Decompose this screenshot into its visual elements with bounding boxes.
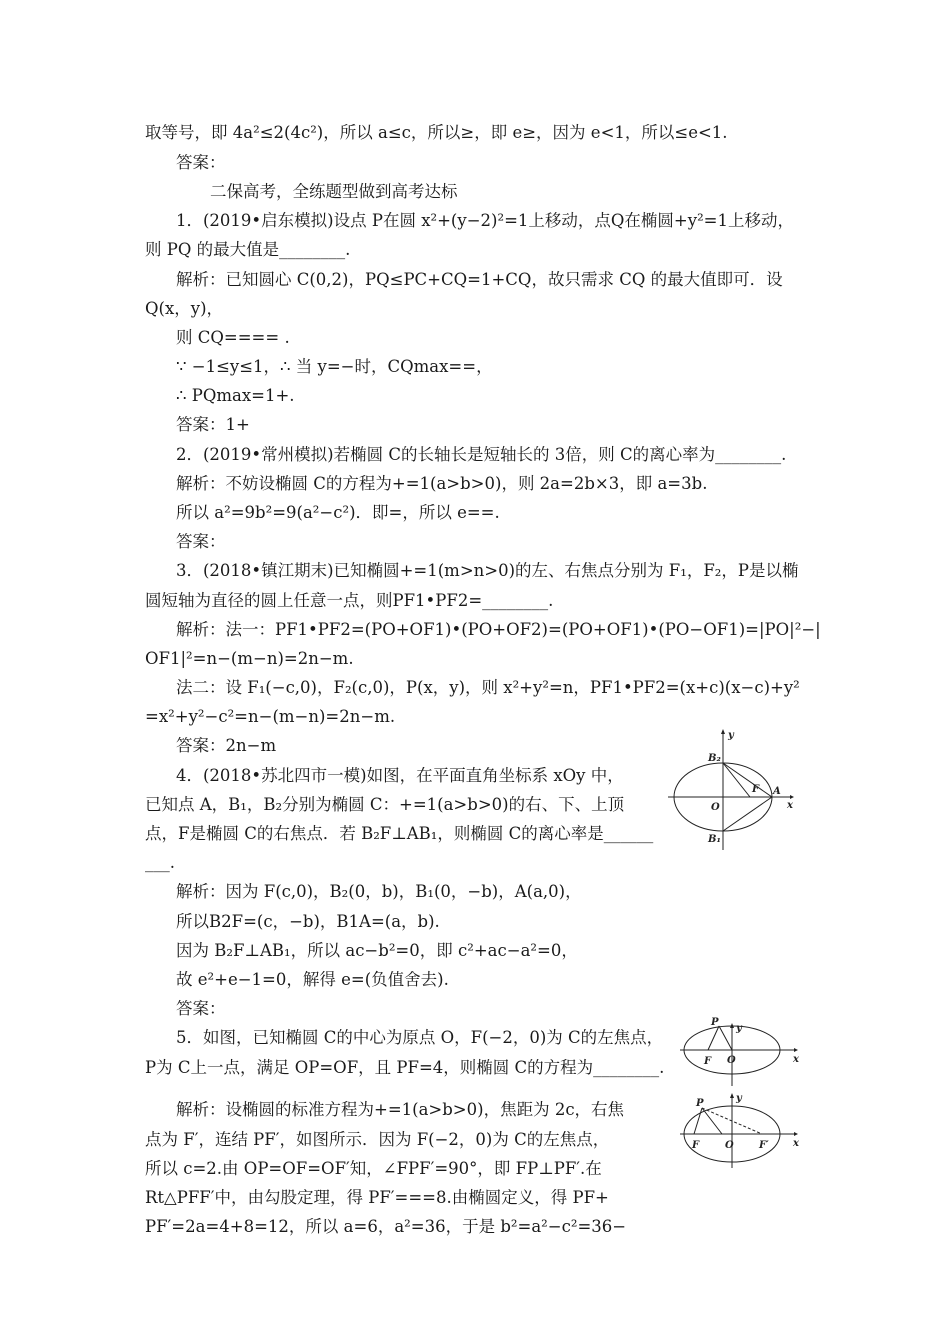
solution-line: 法二：设 F₁(−c,0)，F₂(c,0)，P(x，y)，则 x²+y²=n，PF1•PF2=(x+c)(x−c)+y² [176,678,800,697]
answer-line: 答案：2n−m [176,736,277,755]
section-heading: 二保高考，全练题型做到高考达标 [210,182,458,201]
solution-line: 所以 a²=9b²=9(a²−c²)．即=，所以 e==. [176,503,500,522]
fig2-label-o: O [727,1055,736,1066]
fig3-label-fprime: F′ [759,1140,769,1151]
fig2-label-y: y [736,1023,742,1034]
solution-line: 解析：设椭圆的标准方程为+=1(a>b>0)，焦距为 2c，右焦 [176,1100,625,1119]
solution-line: ∵ −1≤y≤1，∴ 当 y=−时，CQmax==， [176,357,493,376]
problem-4-line: ___. [145,853,175,872]
figure-ellipse-problem-4 [668,728,798,854]
solution-line: 故 e²+e−1=0，解得 e=(负值舍去). [176,970,449,989]
solution-line: ∴ PQmax=1+. [176,386,295,405]
solution-line: 则 CQ==== . [176,328,290,347]
solution-line: 因为 B₂F⊥AB₁，所以 ac−b²=0，即 c²+ac−a²=0， [176,941,578,960]
figure-ellipse-solution-5 [680,1092,805,1170]
fig3-label-y: y [736,1093,742,1104]
fig3-label-o: O [725,1140,734,1151]
fig2-label-x: x [793,1054,799,1065]
solution-line: PF′=2a=4+8=12，所以 a=6，a²=36，于是 b²=a²−c²=36− [145,1217,627,1236]
problem-2-line: 2．(2019•常州模拟)若椭圆 C的长轴长是短轴长的 3倍，则 C的离心率为________. [176,445,787,464]
fig1-label-b1: B₁ [708,834,721,845]
solution-line: Rt△PFF′中，由勾股定理，得 PF′===8.由椭圆定义，得 PF+ [145,1188,609,1207]
solution-line: 所以 c=2.由 OP=OF=OF′知，∠FPF′=90°，即 FP⊥PF′.在 [145,1159,602,1178]
text-line: 取等号，即 4a²≤2(4c²)，所以 a≤c，所以≥，即 e≥，因为 e<1，所以≤e<1. [145,123,728,142]
problem-5-line: 5．如图，已知椭圆 C的中心为原点 O，F(−2，0)为 C的左焦点， [176,1028,664,1047]
fig1-label-x: x [787,800,793,811]
fig1-label-y: y [728,730,734,741]
fig1-label-a: A [773,786,781,797]
solution-line: 点为 F′，连结 PF′，如图所示．因为 F(−2，0)为 C的左焦点， [145,1130,610,1149]
problem-4-line: 已知点 A，B₁，B₂分别为椭圆 C：+=1(a>b>0)的右、下、上顶 [145,795,625,814]
fig3-label-x: x [793,1138,799,1149]
solution-line: 解析：因为 F(c,0)，B₂(0，b)，B₁(0，−b)，A(a,0)， [176,882,582,901]
solution-line: 解析：已知圆心 C(0,2)，PQ≤PC+CQ=1+CQ，故只需求 CQ 的最大值即可．设 [176,270,783,289]
solution-line: Q(x，y)， [145,299,224,318]
problem-1-line: 1．(2019•启东模拟)设点 P在圆 x²+(y−2)²=1上移动，点Q在椭圆+y²=1上移动， [176,211,795,230]
fig3-label-p: P [696,1098,704,1109]
problem-5-line: P为 C上一点，满足 OP=OF，且 PF=4，则椭圆 C的方程为________. [145,1058,665,1077]
answer-line: 答案：1+ [176,415,250,434]
answer-label: 答案： [176,153,226,172]
fig1-label-f: F [752,784,760,795]
solution-line: OF1|²=n−(m−n)=2n−m. [145,649,354,668]
fig1-label-o: O [711,802,720,813]
problem-1-line: 则 PQ 的最大值是________. [145,240,351,259]
problem-3-line: 3．(2018•镇江期末)已知椭圆+=1(m>n>0)的左、右焦点分别为 F₁，F₂，P是以椭 [176,561,799,580]
figure-ellipse-problem-5 [680,1017,805,1090]
problem-4-line: 4．(2018•苏北四市一模)如图，在平面直角坐标系 xOy 中， [176,766,624,785]
problem-3-line: 圆短轴为直径的圆上任意一点，则PF1•PF2=________. [145,591,554,610]
solution-line: 解析：不妨设椭圆 C的方程为+=1(a>b>0)，则 2a=2b×3，即 a=3b. [176,474,708,493]
solution-line: 解析：法一：PF1•PF2=(PO+OF1)•(PO+OF2)=(PO+OF1)•(PO−OF1)=|PO|²−| [176,620,821,639]
fig3-label-f: F [692,1140,700,1151]
fig2-label-p: P [711,1017,719,1028]
solution-line: 所以B2F=(c，−b)，B1A=(a，b). [176,912,440,931]
answer-label: 答案： [176,999,226,1018]
fig2-label-f: F [704,1056,712,1067]
solution-line: =x²+y²−c²=n−(m−n)=2n−m. [145,707,396,726]
answer-label: 答案： [176,532,226,551]
problem-4-line: 点，F是椭圆 C的右焦点．若 B₂F⊥AB₁，则椭圆 C的离心率是______ [145,824,654,843]
fig1-label-b2: B₂ [708,753,721,764]
